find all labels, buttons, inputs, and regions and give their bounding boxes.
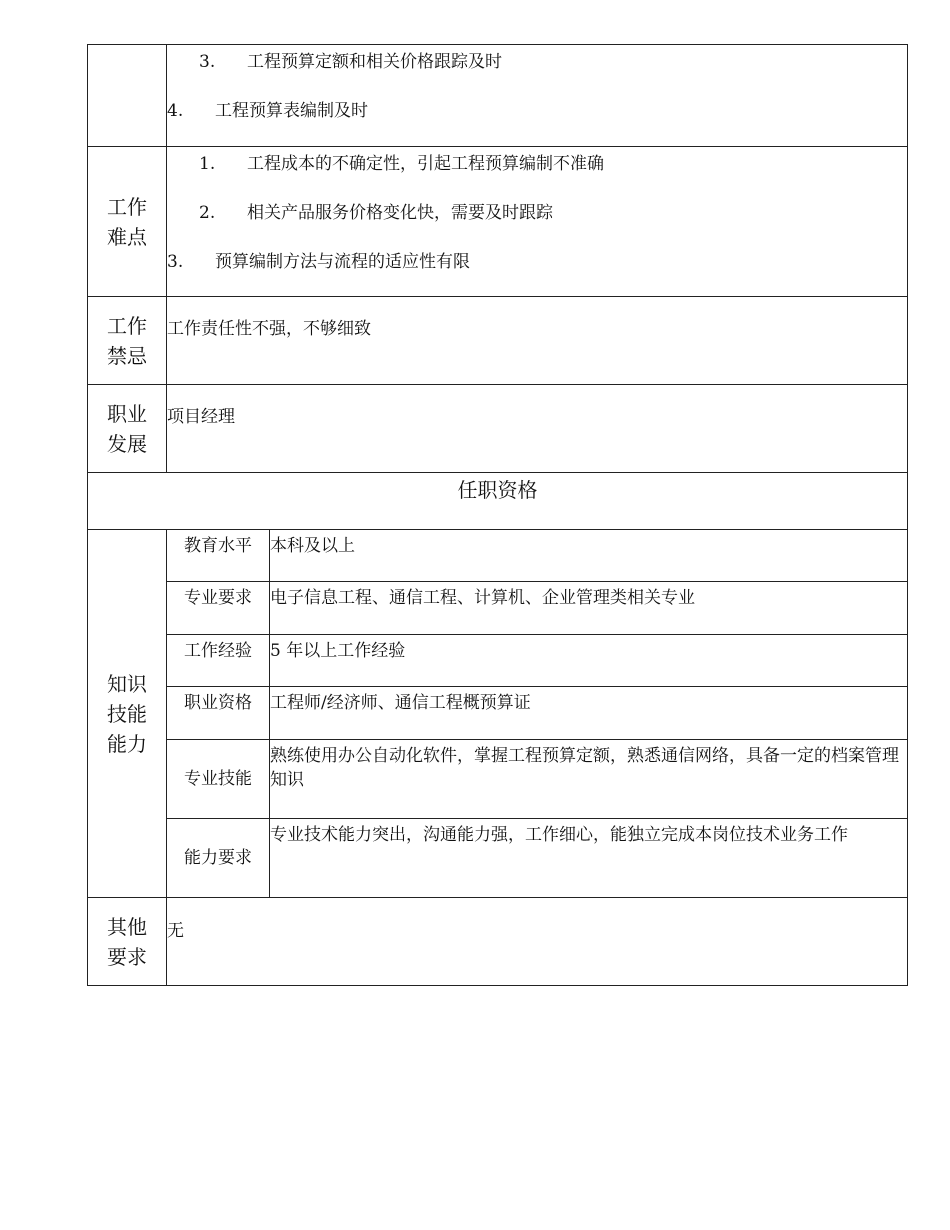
certification-label: 职业资格 xyxy=(167,687,270,740)
skills-value: 熟练使用办公自动化软件，掌握工程预算定额，熟悉通信网络，具备一定的档案管理知识 xyxy=(270,740,908,819)
qualification-row xyxy=(88,582,908,635)
qualification-row xyxy=(88,687,908,740)
experience-label: 工作经验 xyxy=(167,635,270,687)
ability-value: 专业技术能力突出，沟通能力强，工作细心，能独立完成本岗位技术业务工作 xyxy=(270,819,908,898)
list-item: 4. 工程预算表编制及时 xyxy=(167,101,368,121)
taboo-row xyxy=(88,297,908,385)
list-item: 2. 相关产品服务价格变化快，需要及时跟踪 xyxy=(199,203,553,223)
career-row xyxy=(88,385,908,473)
other-value: 无 xyxy=(167,898,908,986)
certification-value: 工程师/经济师、通信工程概预算证 xyxy=(270,687,908,740)
major-value: 电子信息工程、通信工程、计算机、企业管理类相关专业 xyxy=(270,582,908,635)
other-label: 其他要求 xyxy=(88,898,167,986)
difficulty-content xyxy=(167,147,908,297)
difficulty-label: 工作难点 xyxy=(88,147,167,297)
list-item: 3. 预算编制方法与流程的适应性有限 xyxy=(167,252,470,272)
qualification-row xyxy=(88,635,908,687)
ability-label: 能力要求 xyxy=(167,819,270,898)
section-heading: 任职资格 xyxy=(88,473,908,530)
difficulty-row xyxy=(88,147,908,297)
major-label: 专业要求 xyxy=(167,582,270,635)
skills-label: 专业技能 xyxy=(167,740,270,819)
education-label: 教育水平 xyxy=(167,530,270,582)
qualification-header-row xyxy=(88,473,908,530)
taboo-label: 工作禁忌 xyxy=(88,297,167,385)
career-value: 项目经理 xyxy=(167,385,908,473)
career-label: 职业发展 xyxy=(88,385,167,473)
kpi-continuation-row xyxy=(88,45,908,147)
continuation-label-cell xyxy=(88,45,167,147)
continuation-content xyxy=(167,45,908,147)
experience-value: 5 年以上工作经验 xyxy=(270,635,908,687)
list-item: 1. 工程成本的不确定性，引起工程预算编制不准确 xyxy=(199,154,604,174)
qualification-row xyxy=(88,530,908,582)
job-description-table xyxy=(87,44,908,986)
list-item: 3. 工程预算定额和相关价格跟踪及时 xyxy=(199,52,502,72)
knowledge-skills-label: 知识技能能力 xyxy=(88,530,167,898)
education-value: 本科及以上 xyxy=(270,530,908,582)
qualification-row xyxy=(88,740,908,819)
taboo-value: 工作责任性不强，不够细致 xyxy=(167,297,908,385)
qualification-row xyxy=(88,819,908,898)
other-row xyxy=(88,898,908,986)
